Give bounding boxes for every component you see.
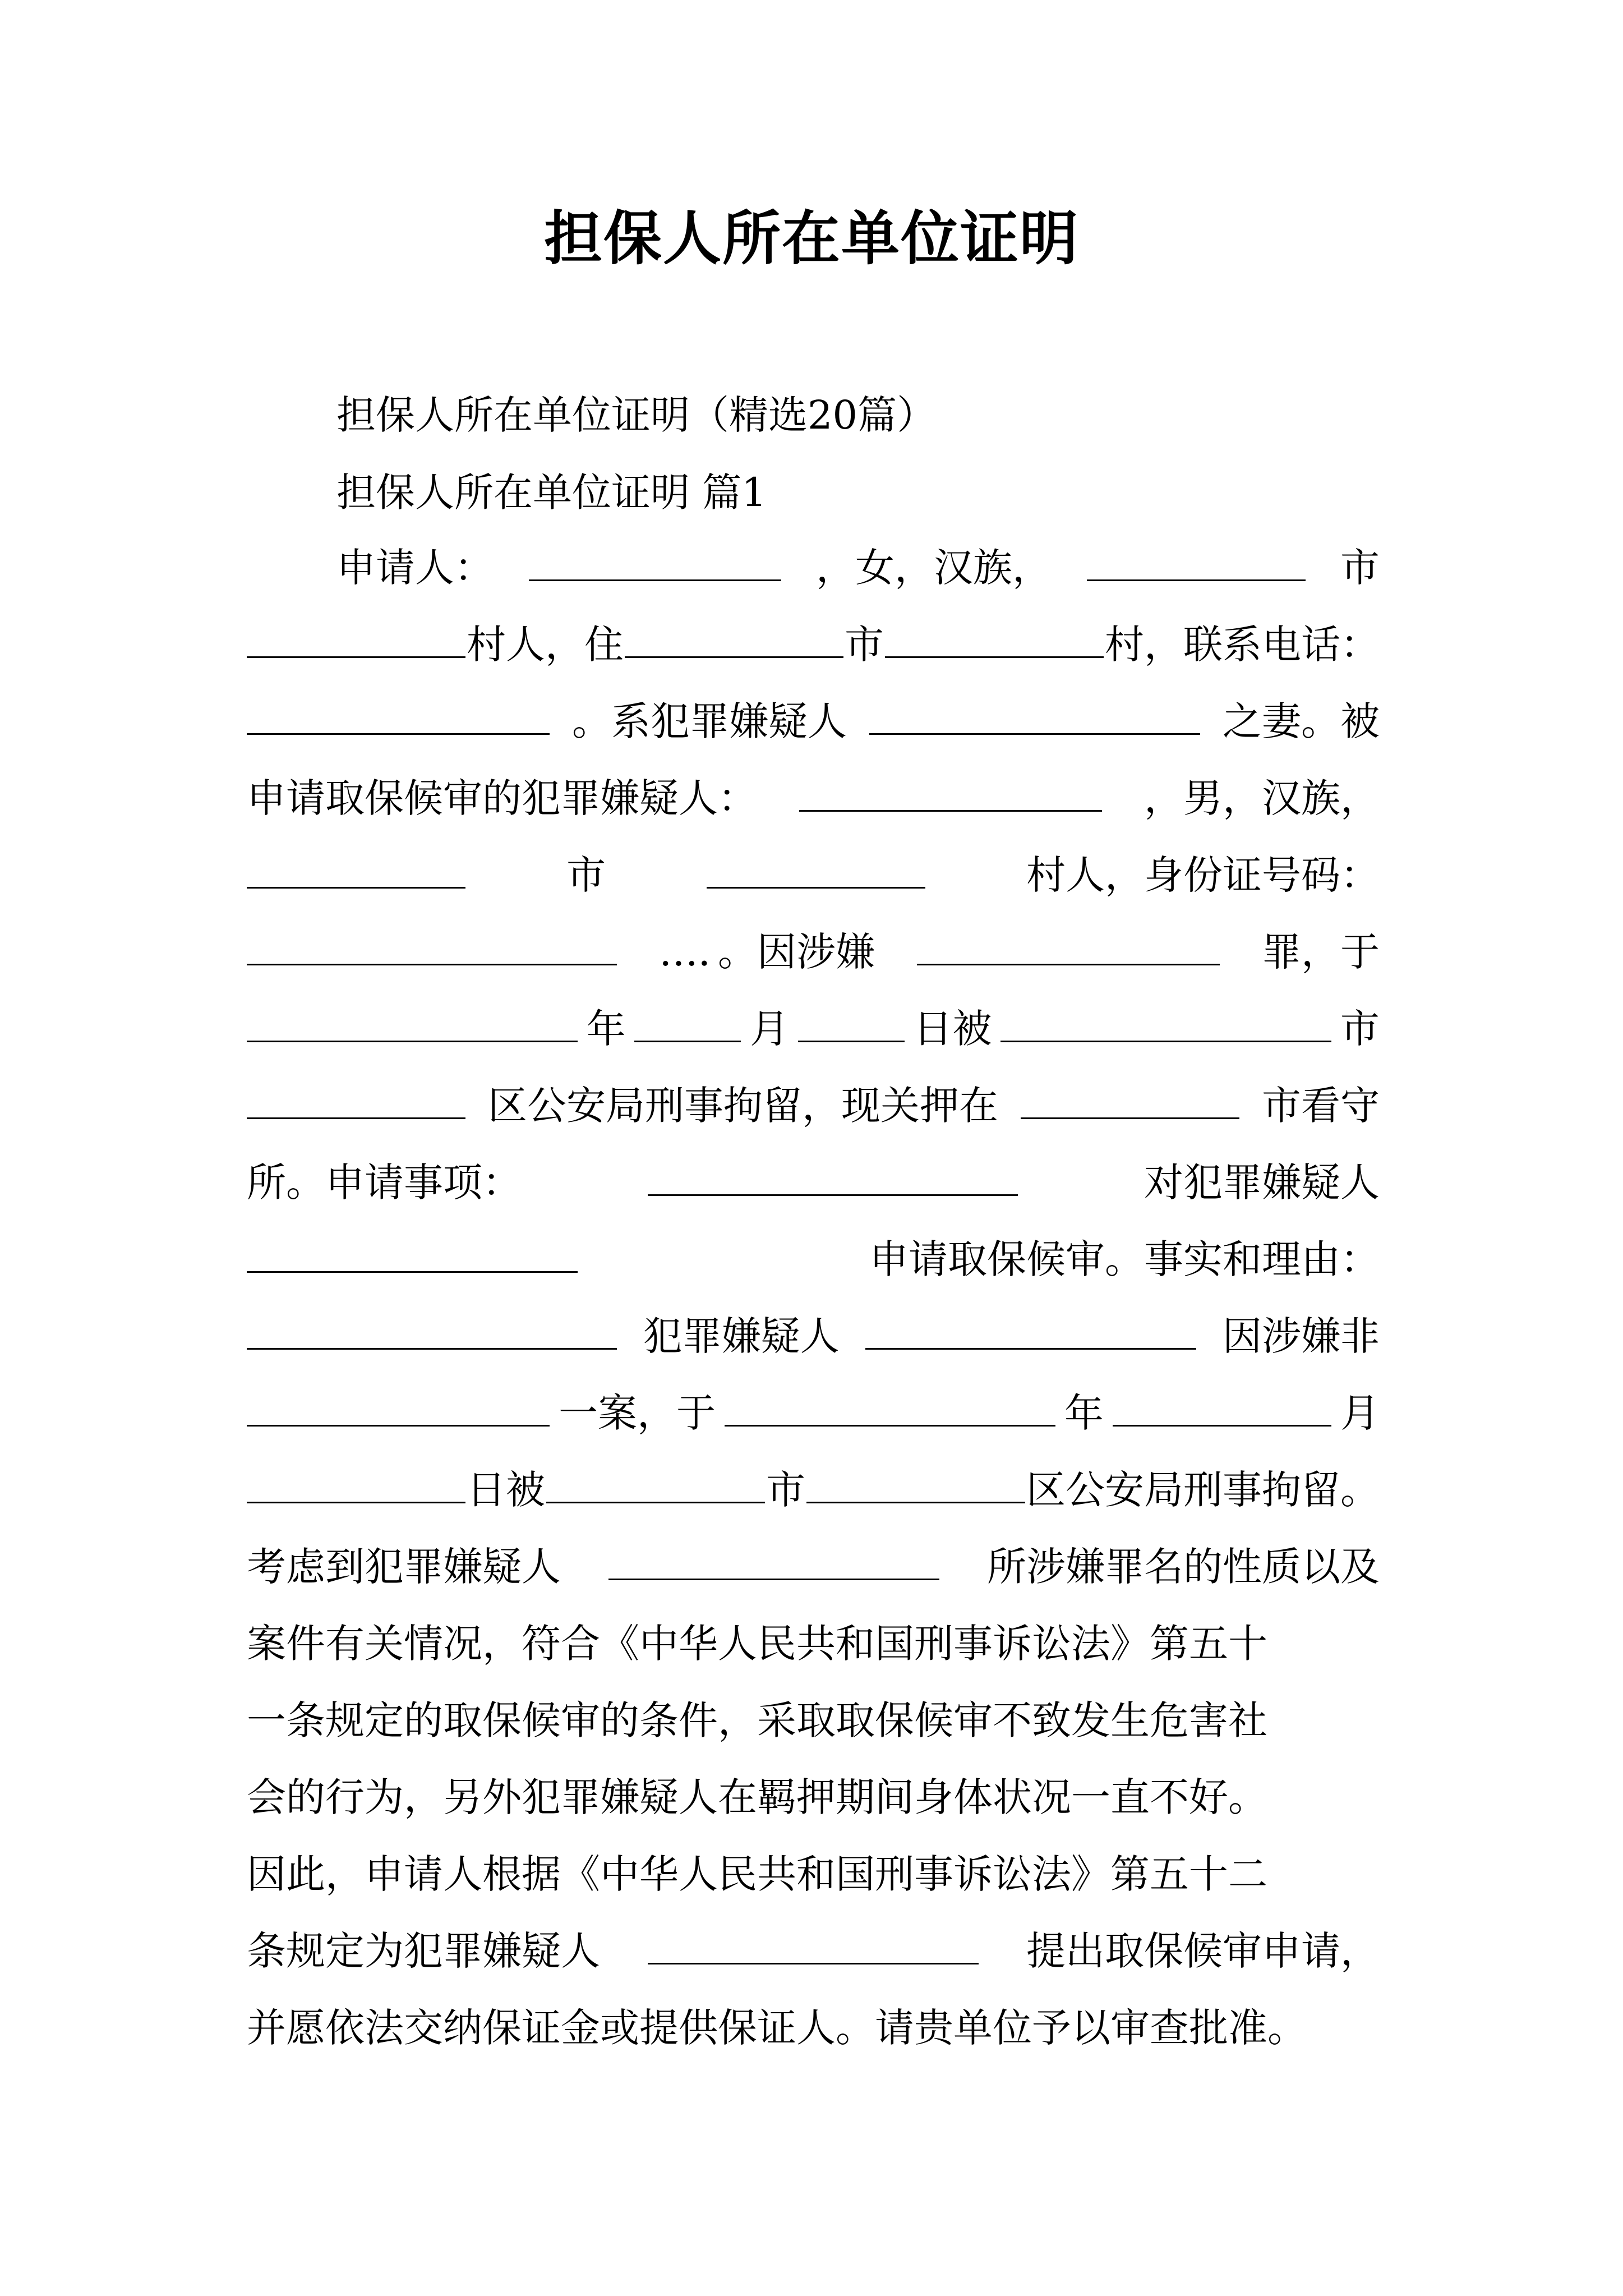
blank-field [1000,1001,1331,1042]
body-line-4 [247,770,1380,826]
blank-field [247,1001,578,1042]
body-line-6 [247,924,1380,980]
blank-field [707,848,925,889]
body-text: 区公安局刑事拘留，现关押在 [488,1083,998,1129]
body-text: 申请取保候审的犯罪嫌疑人： [247,775,757,821]
blank-field [885,617,1104,658]
blank-field [247,1462,465,1503]
section-heading: 担保人所在单位证明 篇1 [336,470,767,516]
body-text: 市 [766,1467,805,1513]
blank-field [247,617,465,658]
blank-field [247,924,617,965]
blank-field [1087,540,1306,581]
body-text: 所。申请事项： [247,1159,522,1205]
body-text: 市看守 [1262,1083,1380,1129]
body-line-10 [247,1231,1380,1287]
body-text: 村人，住 [467,622,624,668]
blank-field [917,924,1220,965]
blank-field [1113,1386,1331,1427]
body-line-5 [247,847,1380,903]
body-line-11 [247,1308,1380,1364]
body-text: 村，联系电话： [1105,622,1380,668]
body-line-13 [247,1462,1380,1518]
blank-field [247,1232,578,1273]
body-text: 申请取保候审。事实和理由： [869,1236,1380,1282]
blank-field [546,1462,765,1503]
body-text: 市 [566,852,606,898]
body-text: 村人，身份证号码： [1026,852,1380,898]
blank-field [806,1462,1025,1503]
blank-field [799,771,1102,812]
blank-field [247,1309,617,1350]
blank-field [625,617,843,658]
body-text: 市 [1340,545,1380,591]
blank-field [865,1309,1196,1350]
blank-field [798,1001,905,1042]
blank-field [529,540,781,581]
body-line-14 [247,1539,1380,1595]
body-text: 申请人： [336,545,494,591]
body-line-20: 并愿依法交纳保证金或提供保证人。请贵单位予以审查批准。 [247,2005,1307,2051]
body-text: 日被 [467,1467,545,1513]
body-text: 月 [1340,1390,1380,1436]
body-text: ，男，汉族， [1144,775,1380,821]
blank-field [725,1386,1055,1427]
body-text: 所涉嫌罪名的性质以及 [987,1544,1380,1590]
body-text: 一案，于 [559,1390,716,1436]
blank-field [247,694,550,735]
body-line-18: 因此，申请人根据《中华人民共和国刑事诉讼法》第五十二 [247,1851,1267,1897]
body-text: 条规定为犯罪嫌疑人 [247,1928,600,1974]
body-text: …．。因涉嫌 [659,929,875,975]
body-line-9 [247,1154,1380,1211]
body-line-19 [247,1923,1380,1979]
body-text: 区公安局刑事拘留。 [1026,1467,1380,1513]
body-text: 。系犯罪嫌疑人 [572,698,847,744]
body-text: 年 [1064,1390,1104,1436]
blank-field [1021,1078,1239,1119]
blank-field [634,1001,741,1042]
blank-field [648,1924,979,1964]
body-text: 月 [750,1006,790,1052]
body-line-12 [247,1385,1380,1441]
body-line-1 [336,540,1380,596]
body-text: 犯罪嫌疑人 [643,1313,840,1359]
body-text: 市 [1340,1006,1380,1052]
body-line-7 [247,1001,1380,1057]
blank-field [247,848,465,889]
document-title: 担保人所在单位证明 [543,204,1079,273]
body-line-15: 案件有关情况，符合《中华人民共和国刑事诉讼法》第五十 [247,1621,1267,1667]
body-text: 市 [845,622,884,668]
blank-field [648,1155,1018,1196]
body-text: 日被 [913,1006,992,1052]
blank-field [247,1386,550,1427]
body-text: 年 [586,1006,626,1052]
body-text: 提出取保候审申请， [1026,1928,1380,1974]
blank-field [247,1078,465,1119]
blank-field [608,1539,939,1580]
body-line-8 [247,1078,1380,1134]
body-text: 罪，于 [1262,929,1380,975]
body-line-17: 会的行为，另外犯罪嫌疑人在羁押期间身体状况一直不好。 [247,1774,1267,1820]
body-line-2 [247,616,1380,673]
body-text: 对犯罪嫌疑人 [1144,1159,1380,1205]
blank-field [869,694,1200,735]
body-line-3 [247,693,1380,749]
body-text: 因涉嫌非 [1222,1313,1380,1359]
body-line-16: 一条规定的取保候审的条件，采取取保候审不致发生危害社 [247,1697,1267,1743]
body-text: 考虑到犯罪嫌疑人 [247,1544,561,1590]
document-subtitle: 担保人所在单位证明（精选20篇） [336,392,937,438]
body-text: ，女，汉族， [816,545,1052,591]
body-text: 之妻。被 [1223,698,1380,744]
